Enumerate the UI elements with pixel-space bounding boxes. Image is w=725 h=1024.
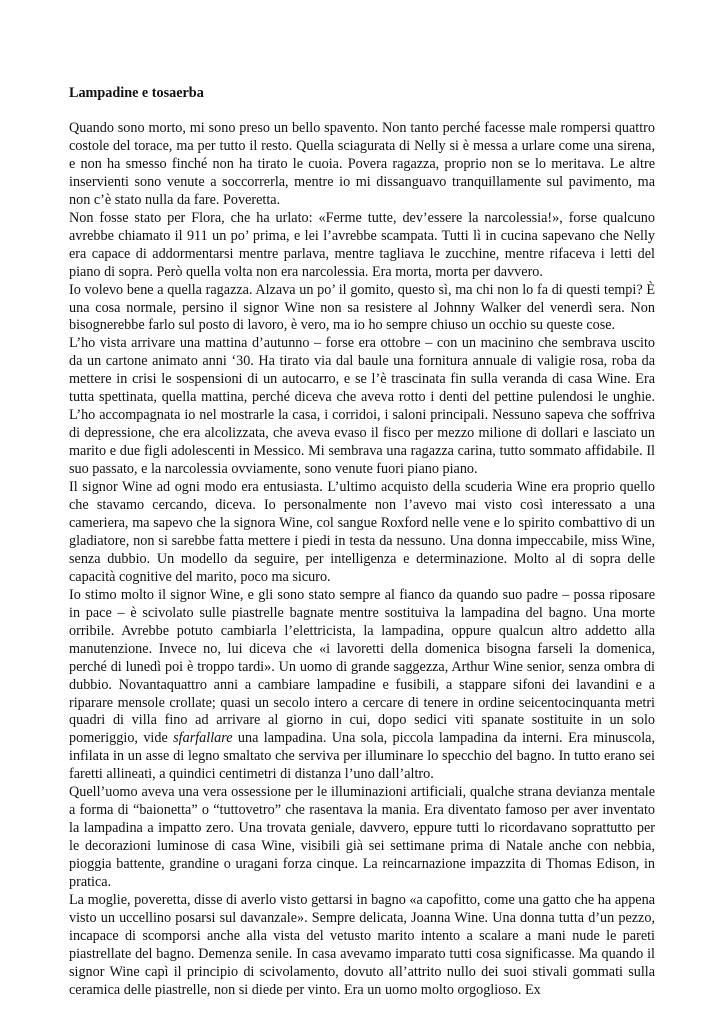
document-body <box>69 120 655 1000</box>
paragraph: Io volevo bene a quella ragazza. Alzava un po’ il gomito, questo sì, ma chi non lo fa di questi tempi? È una cosa normale, persino il signor Wine non sa resistere al Johnny Walker del venerdì sera. Non bisognerebbe farlo sul posto di lavoro, è vero, ma io ho sempre chiuso un occhio su queste cose. <box>69 281 655 334</box>
paragraph: Quell’uomo aveva una vera ossessione per le illuminazioni artificiali, qualche strana devianza mentale a forma di “baionetta” o “tuttovetro” che rasentava la mania. Era diventato famoso per aver inventato la lampadina a impatto zero. Una trovata geniale, davvero, eppure tutti lo ricordavano soprattutto per le decorazioni luminose di casa Wine, visibili già sei settimane prima di Natale anche con nebbia, pioggia battente, grandine o uragani forza cinque. La reincarnazione impazzita di Thomas Edison, in pratica. <box>69 784 655 891</box>
document-title: Lampadine e tosaerba <box>69 85 204 101</box>
paragraph-text: una lampadina. Una sola, piccola lampadina da interni. Era minuscola, infilata in un asse di legno smaltato che serviva per illuminare lo specchio del bagno. In tutto erano sei faretti allineati, a quindici centimetri di distanza l’uno dall’altro. <box>69 730 655 783</box>
paragraph: L’ho vista arrivare una mattina d’autunno – forse era ottobre – con un macinino che sembrava uscito da un cartone animato anni ‘30. Ha tirato via dal baule una fornitura annuale di valigie rosa, roba da mettere in crisi le sospensioni di un autocarro, e se l’è trascinata fin sulla veranda di casa Wine. Era tutta spettinata, quella mattina, perché diceva che aveva rotto i denti del pettine pulendosi le unghie. L’ho accompagnata io nel mostrarle la casa, i corridoi, i saloni principali. Nessuno sapeva che soffriva di depressione, che era alcolizzata, che aveva evaso il fisco per mezzo milione di dollari e lasciato un marito e due figli adolescenti in Messico. Mi sembrava una ragazza carina, tutto sommato affidabile. Il suo passato, e la narcolessia ovviamente, sono venute fuori piano piano. <box>69 335 655 478</box>
paragraph: Il signor Wine ad ogni modo era entusiasta. L’ultimo acquisto della scuderia Wine era proprio quello che stavamo cercando, diceva. Io personalmente non l’avevo mai visto così interessato a una cameriera, ma sapevo che la signora Wine, col sangue Roxford nelle vene e lo spirito combattivo di un gladiatore, non si sarebbe fatta mettere i piedi in testa da nessuno. Una donna impeccabile, miss Wine, senza dubbio. Un modello da seguire, per intelligenza e determinazione. Molto al di sopra delle capacità cognitive del marito, poco ma sicuro. <box>69 479 655 585</box>
paragraph <box>69 587 655 784</box>
paragraph: Quando sono morto, mi sono preso un bello spavento. Non tanto perché facesse male rompersi quattro costole del torace, ma per tutto il resto. Quella sciagurata di Nelly si è messa a urlare come una sirena, e non ha smesso finché non ha tirato le cuoia. Povera ragazza, proprio non se lo meritava. Le altre inservienti sono venute a soccorrerla, mentre io mi dissanguavo tranquillamente sul pavimento, ma non c’è stato nulla da fare. Poveretta. <box>69 120 655 208</box>
emphasized-word: sfarfallare <box>173 730 233 747</box>
paragraph: La moglie, poveretta, disse di averlo visto gettarsi in bagno «a capofitto, come una gatto che ha appena visto un uccellino posarsi sul davanzale». Sempre delicata, Joanna Wine. Una donna tutta d’un pezzo, incapace di scomporsi anche alla vista del vetusto marito intento a scalare a mani nude le pareti piastrellate del bagno. Demenza senile. In casa avevamo imparato tutti cosa significasse. Ma quando il signor Wine capì il principio di scivolamento, dovuto all’attrito nullo dei suoi stivali gommati sulla ceramica delle piastrelle, non si diede per vinto. Era un uomo molto orgoglioso. Ex <box>69 891 655 998</box>
paragraph: Non fosse stato per Flora, che ha urlato: «Ferme tutte, dev’essere la narcolessia!», forse qualcuno avrebbe chiamato il 911 un po’ prima, e lei l’avrebbe scampata. Tutti lì in cucina sapevano che Nelly era capace di addormentarsi mentre parlava, mentre tagliava le zucchine, mentre rifaceva i letti del piano di sopra. Però quella volta non era narcolessia. Era morta, morta per davvero. <box>69 209 655 280</box>
paragraph-text: Io stimo molto il signor Wine, e gli sono stato sempre al fianco da quando suo padre – possa riposare in pace – è scivolato sulle piastrelle bagnate mentre sostituiva la lampadina del bagno. Una morte orribile. Avrebbe potuto cambiarla l’elettricista, la lampadina, oppure qualcun altro addetto alla manutenzione. Invece no, lui diceva che «i lavoretti della domenica bisogna farseli la domenica, perché di lunedì poi è troppo tardi». Un uomo di grande saggezza, Arthur Wine senior, senza ombra di dubbio. Novantaquattro anni a cambiare lampadine e fusibili, a stappare sifoni dei lavandini e a riparare mensole crollate; quasi un secolo intero a cercare di tenere in ordine seicentocinquanta metri quadri di villa fino ad arrivare al giorno in cui, dopo sedici viti spanate sostituite in un solo pomeriggio, vide <box>69 586 655 747</box>
